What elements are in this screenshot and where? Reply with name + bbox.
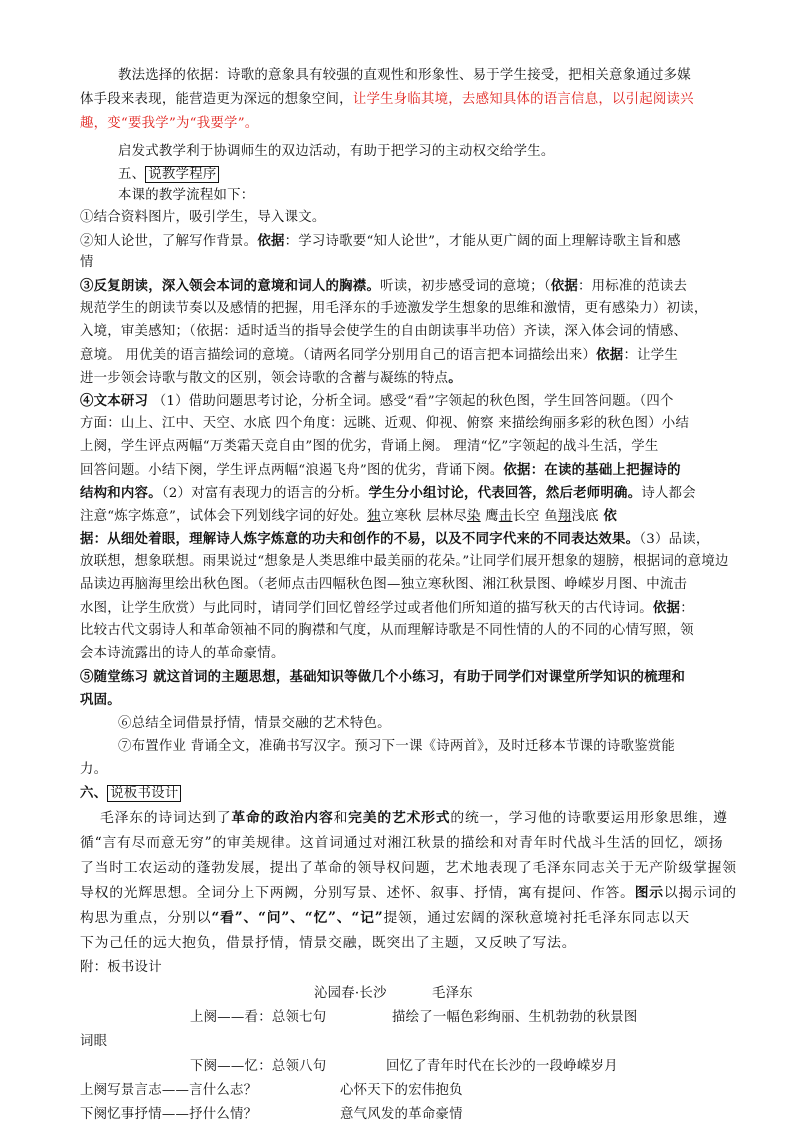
section-6-title: 说板书设计 (107, 785, 181, 802)
step-4-line-6: 注意“炼字炼意”，试体会下列划线字词的好处。独立寒秋 层林尽染 鹰击长空 鱼翔浅底 依 (80, 508, 617, 524)
board-row-4-right: 心怀天下的宏伟抱负 (340, 1083, 463, 1098)
board-para-line-6: 下为己任的远大抱负，借景抒情，情景交融，既突出了主题，又反映了写法。 (80, 935, 577, 951)
step-4-line-8: 放联想，想象联想。雨果说过“想象是人类思维中最美丽的花朵。”让同学们展开想象的翅膀，根据词的意境边 (80, 554, 729, 569)
method-line-3: 趣，变“要我学”为“我要学”。 (80, 116, 259, 131)
step-3-line-1: ③反复朗读，深入领会本词的意境和词人的胸襟。听读，初步感受词的意境；（依据：用标准的范读去 (80, 278, 688, 294)
board-row-5-left: 下阕忆事抒情——抒什么情？ (80, 1107, 258, 1122)
step-5-line-2: 巩固。 (80, 692, 121, 708)
section-5-heading: 五、 说教学程序 (118, 165, 219, 185)
board-title: 沁园春·长沙 (314, 986, 387, 1001)
board-para-line-3: 了当时工农运动的蓬勃发展，提出了革命的领导权问题，艺术地表现了毛泽东同志关于无产阶级掌握领 (80, 860, 737, 876)
step-4-line-2: 方面：山上、江中、天空、水底 四个角度：远眺、近观、仰视、俯察 来描绘绚丽多彩的秋色图）小结 (80, 416, 690, 431)
step-4-line-10: 水图，让学生欣赏）与此同时，请同学们回忆曾经学过或者他们所知道的描写秋天的古代诗词。依据： (80, 600, 694, 616)
highlight-red-text: 让学生身临其境，去感知具体的语言信息，以引起阅读兴 (352, 92, 694, 107)
step-4-line-11: 比较古代文弱诗人和革命领袖不同的胸襟和气度，从而理解诗歌是不同性情的人的不同的心情写照，领 (80, 623, 694, 638)
board-author: 毛泽东 (432, 986, 473, 1001)
step-3-line-4: 意境。 用优美的语言描绘词的意境。（请两名同学分别用自己的语言把本词描绘出来）依据：让学生 (80, 347, 678, 363)
step-6: ⑥总结全词借景抒情，情景交融的艺术特色。 (118, 716, 391, 731)
step-4-line-9: 品读边再脑海里绘出秋色图。（老师点击四幅秋色图—独立寒秋图、湘江秋景图、峥嵘岁月图、中流击 (80, 577, 688, 592)
step-5-line-1: ⑤随堂练习 就这首词的主题思想，基础知识等做几个小练习，有助于同学们对课堂所学知识的梳理和 (80, 669, 686, 685)
step-3-line-5: 进一步领会诗歌与散文的区别，领会诗歌的含蓄与凝练的特点。 (80, 370, 462, 386)
board-para-line-4: 导权的光辉思想。全词分上下两阙，分别写景、述怀、叙事、抒情，寓有提问、作答。图示以揭示词的 (80, 885, 737, 901)
board-row-1-right: 描绘了一幅色彩绚丽、生机勃勃的秋景图 (392, 1010, 638, 1025)
section-6-heading: 六、 说板书设计 (80, 783, 181, 804)
step-4-line-12: 会本诗流露出的诗人的革命豪情。 (80, 646, 285, 661)
board-para-line-1: 毛泽东的诗词达到了革命的政治内容和完美的艺术形式的统一，学习他的诗歌要运用形象思维，遵 (100, 810, 728, 826)
board-row-1-left: 上阕——看：总领七句 (190, 1010, 327, 1025)
step-3-line-3: 入境，审美感知；（依据：适时适当的指导会使学生的自由朗读事半功倍）齐读，深入体会词的情感、 (80, 324, 688, 339)
step-3-line-2: 规范学生的朗读节奏以及感情的把握，用毛泽东的手迹激发学生想象的思维和激情，更有感染力）初读， (80, 301, 708, 316)
step-2-line-1: ②知人论世，了解写作背景。依据：学习诗歌要“知人论世”，才能从更广阔的面上理解诗歌主旨和感 (80, 233, 681, 249)
step-1: ①结合资料图片，吸引学生，导入课文。 (80, 210, 326, 225)
step-4-line-5: 结构和内容。（2）对富有表现力的语言的分析。学生分小组讨论，代表回答，然后老师明确。诗人都会 (80, 485, 696, 501)
section-5-intro: 本课的教学流程如下： (118, 188, 255, 203)
board-row-5-right: 意气风发的革命豪情 (340, 1107, 463, 1122)
board-row-3-right: 回忆了青年时代在长沙的一段峥嵘岁月 (386, 1059, 618, 1074)
step-4-line-7: 据：从细处着眼，理解诗人炼字炼意的功夫和创作的不易，以及不同字代来的不同表达效果。（3）品读， (80, 531, 710, 547)
method-line-2: 体手段来表现，能营造更为深远的想象空间，让学生身临其境，去感知具体的语言信息，以引起阅读兴 (80, 92, 694, 107)
board-para-line-5: 构思为重点，分别以“看”、“问”、“忆”、“记”提领，通过宏阔的深秋意境衬托毛泽东同志以天 (80, 910, 690, 926)
board-para-line-7: 附：板书设计 (80, 960, 162, 975)
board-row-4-left: 上阕写景言志——言什么志？ (80, 1083, 258, 1098)
board-para-line-2: 循“言有尽而意无穷”的审美规律。这首词通过对湘江秋景的描绘和对青年时代战斗生活的回忆，颂扬 (80, 835, 724, 851)
step-2-line-2: 情 (80, 255, 94, 270)
step-7-line-2: 力。 (80, 762, 108, 777)
board-row-3-left: 下阕——忆：总领八句 (190, 1059, 327, 1074)
method-line-1: 教法选择的依据：诗歌的意象具有较强的直观性和形象性、易于学生接受，把相关意象通过多媒 (118, 68, 691, 83)
board-row-2: 词眼 (80, 1034, 108, 1049)
step-7-line-1: ⑦布置作业 背诵全文，准确书写汉字。预习下一课《诗两首》，及时迁移本节课的诗歌鉴赏能 (118, 739, 676, 754)
method-line-4: 启发式教学利于协调师生的双边活动，有助于把学习的主动权交给学生。 (118, 144, 555, 159)
section-5-title: 说教学程序 (145, 166, 219, 183)
step-4-line-4: 回答问题。小结下阕，学生评点两幅“浪遏飞舟”图的优劣，背诵下阕。依据：在读的基础上把握诗的 (80, 462, 681, 478)
step-4-line-3: 上阕，学生评点两幅“万类霜天竞自由”图的优劣，背诵上阕。 理清“忆”字领起的战斗生活，学生 (80, 439, 659, 454)
step-4-line-1: ④文本研习 （1）借助问题思考讨论，分析全词。感受“看”字领起的秋色图，学生回答问题。（四个 (80, 393, 674, 409)
